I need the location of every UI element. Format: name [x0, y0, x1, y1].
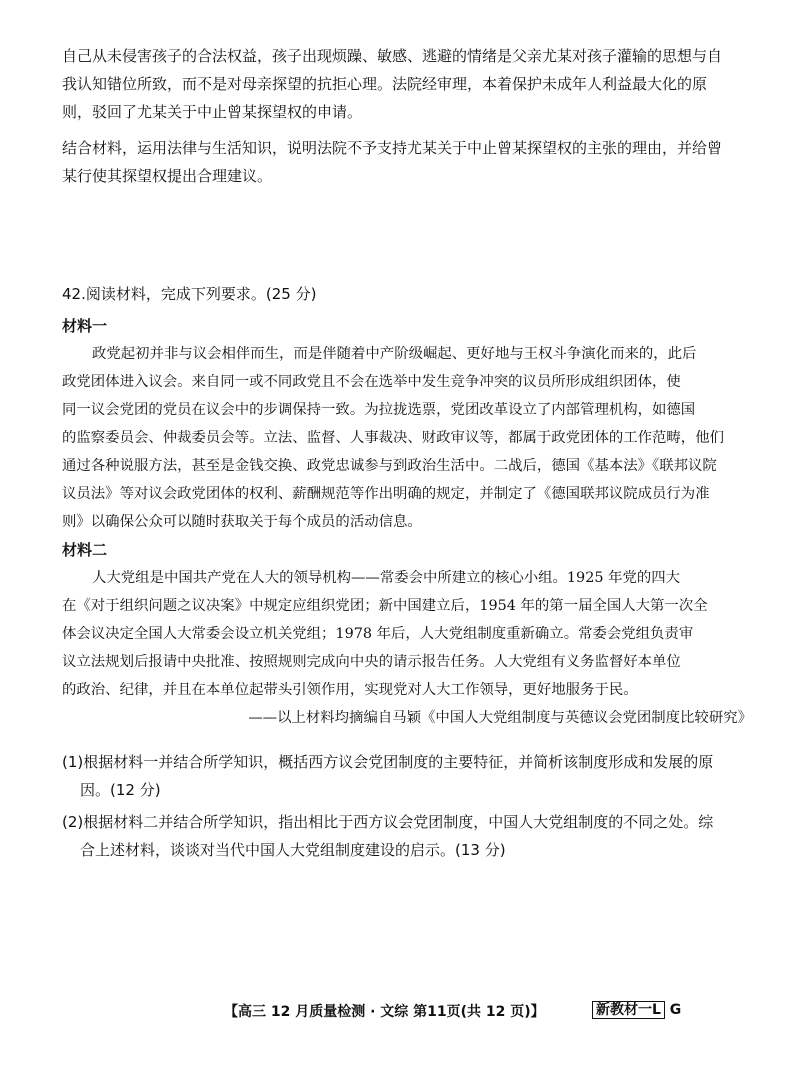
text-line: 在《对于组织问题之议决案》中规定应组织党团；新中国建立后，1954 年的第一届全国人大第一次全	[62, 598, 708, 614]
material-heading: 材料一	[62, 317, 108, 335]
previous-question-prompt	[62, 134, 752, 190]
question-42-title	[62, 280, 752, 308]
text-line: 则》以确保公众可以随时获取关于每个成员的活动信息。	[62, 514, 422, 530]
material-body	[62, 564, 752, 732]
text-line: 因。(12 分)	[80, 781, 161, 799]
text-line: 我认知错位所致，而不是对母亲探望的抗拒心理。法院经审理，本着保护未成年人利益最大化的原	[62, 75, 708, 93]
sub-question-2	[62, 808, 752, 864]
material-body	[62, 340, 752, 536]
material-source: ——以上材料均摘编自马颖《中国人大党组制度与英德议会党团制度比较研究》	[248, 710, 752, 726]
material-2	[62, 536, 752, 732]
material-1	[62, 312, 752, 536]
text-line: 人大党组是中国共产党在人大的领导机构——常委会中所建立的核心小组。1925 年党的四大	[92, 570, 681, 586]
text-line: 的监察委员会、仲裁委员会等。立法、监督、人事裁决、财政审议等，都属于政党团体的工作范畴，他们	[62, 430, 724, 446]
text-line: 结合材料，运用法律与生活知识，说明法院不予支持尤某关于中止曾某探望权的主张的理由，并给曾	[62, 139, 723, 157]
text-line: (2)根据材料二并结合所学知识，指出相比于西方议会党团制度，中国人大党组制度的不同之处。综	[62, 813, 714, 831]
material-heading: 材料二	[62, 541, 108, 559]
text-line: 通过各种说服方法，甚至是金钱交换、政党忠诚参与到政治生活中。二战后，德国《基本法》《联邦议院	[62, 458, 717, 474]
footer-exam-info: 【高三 12 月质量检测 · 文综 第11页(共 12 页)】	[224, 1004, 545, 1020]
text-line: 的政治、纪律，并且在本单位起带头引领作用，实现党对人大工作领导，更好地服务于民。	[62, 682, 638, 698]
text-line: 合上述材料，谈谈对当代中国人大党组制度建设的启示。(13 分)	[80, 841, 506, 859]
edition-suffix: G	[664, 1002, 682, 1018]
text-line: 政党起初并非与议会相伴而生，而是伴随着中产阶级崛起、更好地与王权斗争演化而来的，此后	[92, 346, 697, 362]
text-line: 议员法》等对议会政党团体的权利、薪酬规范等作出明确的规定，并制定了《德国联邦议院成员行为准	[62, 486, 710, 502]
text-line: (1)根据材料一并结合所学知识，概括西方议会党团制度的主要特征，并简析该制度形成和发展的原	[62, 753, 714, 771]
text-line: 某行使其探望权提出合理建议。	[62, 167, 273, 185]
text-line: 则，驳回了尤某关于中止曾某探望权的申请。	[62, 103, 363, 121]
text-line: 议立法规划后报请中央批准、按照规则完成向中央的请示报告任务。人大党组有义务监督好本单位	[62, 654, 681, 670]
text-line: 自己从未侵害孩子的合法权益，孩子出现烦躁、敏感、逃避的情绪是父亲尤某对孩子灌输的思想与自	[62, 47, 723, 65]
page-footer	[0, 1001, 800, 1023]
previous-question-material	[62, 42, 752, 126]
footer-edition-tag	[592, 999, 681, 1019]
edition-box: 新教材一L	[592, 1001, 665, 1019]
text-line: 同一议会党团的党员在议会中的步调保持一致。为拉拢选票，党团改革设立了内部管理机构，如德国	[62, 402, 696, 418]
text-line: 体会议决定全国人大常委会设立机关党组；1978 年后，人大党组制度重新确立。常委会党组负责审	[62, 626, 694, 642]
question-title: 42.阅读材料，完成下列要求。(25 分)	[62, 285, 317, 303]
text-line: 政党团体进入议会。来自同一或不同政党且不会在选举中发生竞争冲突的议员所形成组织团体，使	[62, 374, 681, 390]
sub-question-1	[62, 748, 752, 804]
